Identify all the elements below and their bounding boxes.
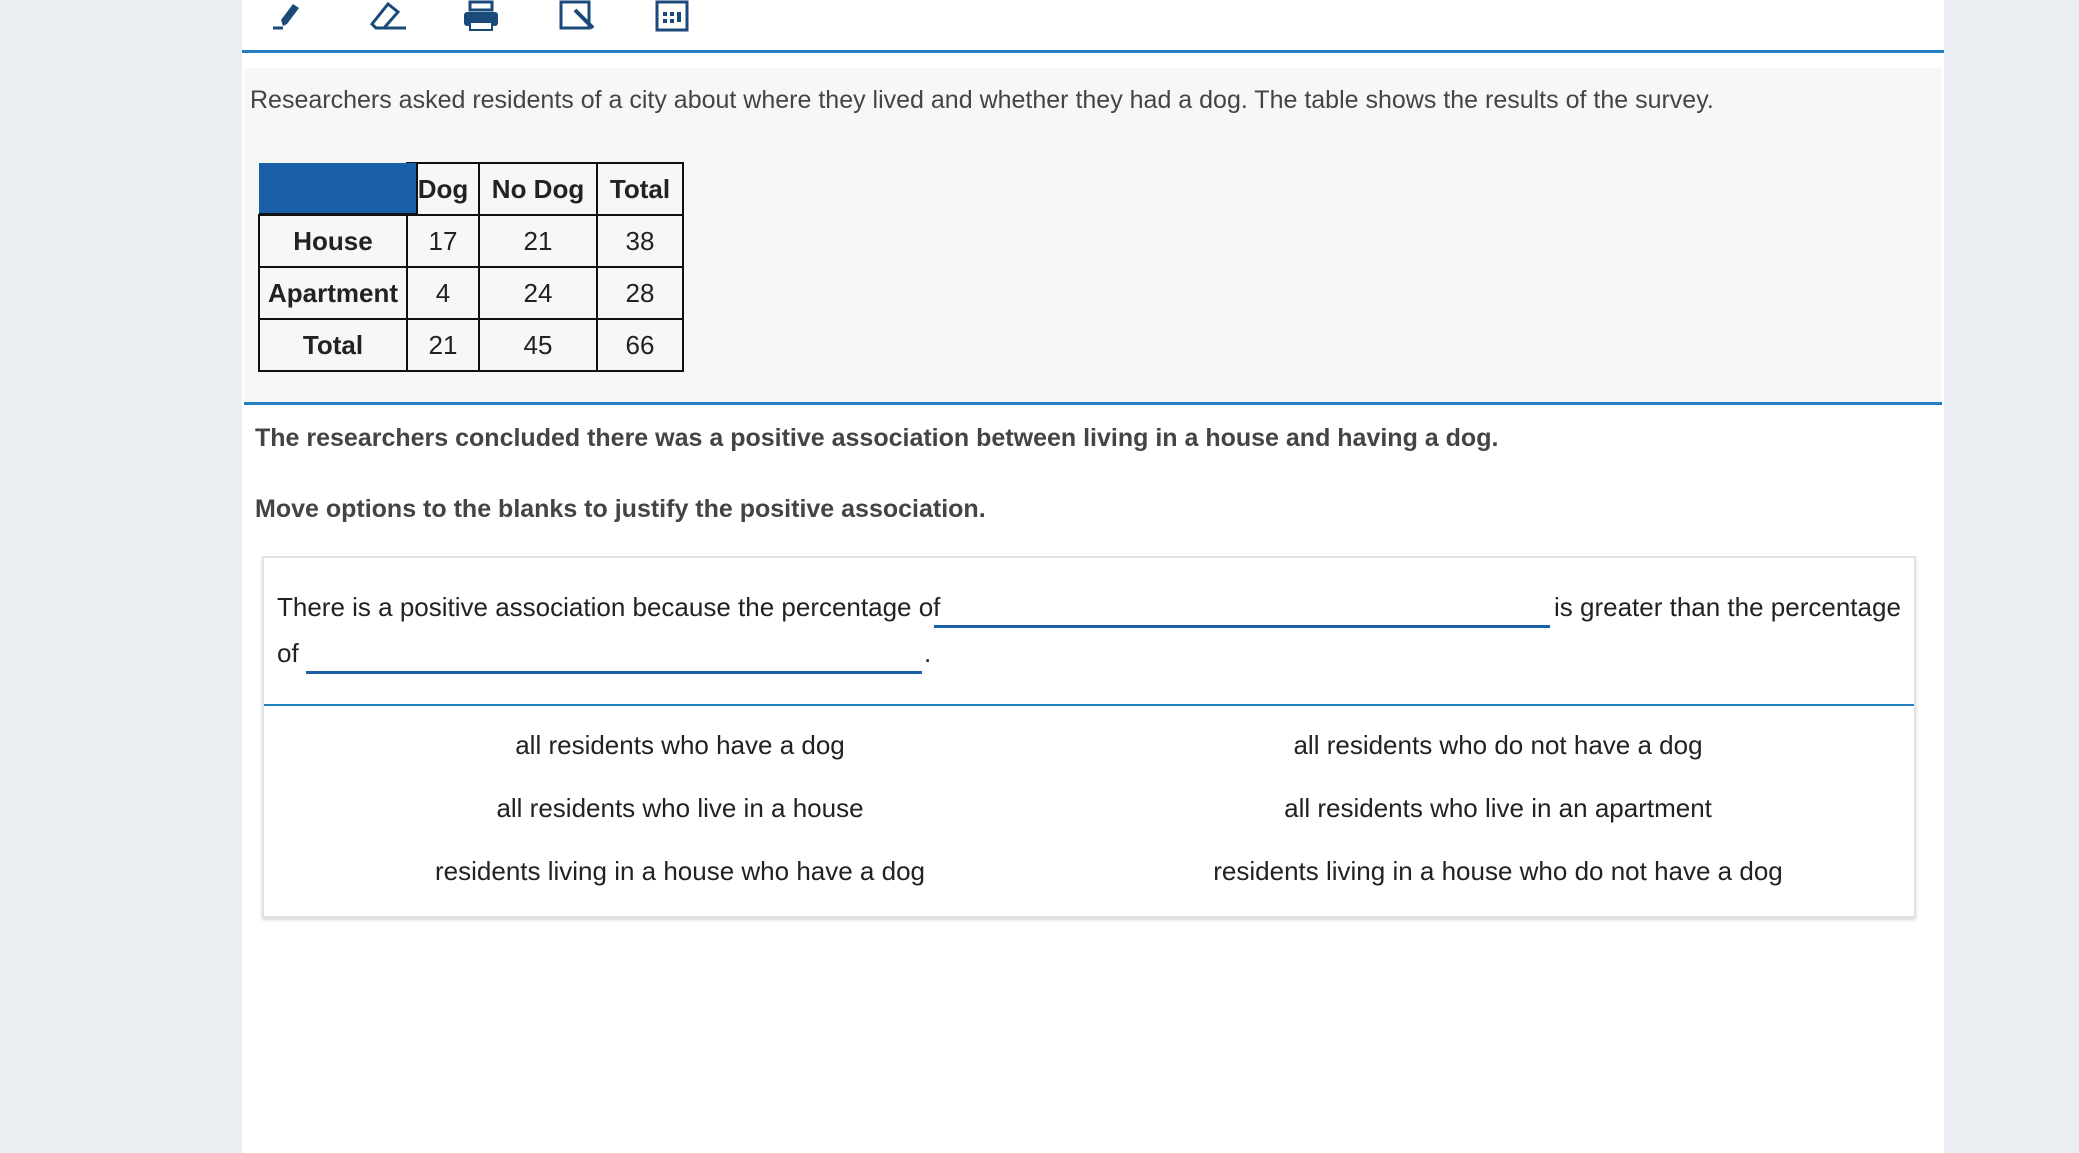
table-cell: 21 xyxy=(479,215,597,267)
toolbar xyxy=(242,0,1944,53)
calculator-tool[interactable] xyxy=(646,0,698,32)
calculator-icon xyxy=(647,0,697,32)
sentence-part: . xyxy=(924,638,932,668)
drag-option[interactable]: all residents who have a dog xyxy=(515,730,845,760)
table-row-label: Total xyxy=(259,319,407,371)
table-cell: 38 xyxy=(597,215,683,267)
stimulus-text: Researchers asked residents of a city about where they lived and whether they had a dog. The table shows the results of the survey. xyxy=(250,86,1714,114)
table-row xyxy=(259,267,683,319)
table-corner-cell xyxy=(259,163,418,215)
table-cell: 21 xyxy=(407,319,479,371)
sentence-part: There is a positive association because the percentage of xyxy=(277,592,941,622)
notepad-tool[interactable] xyxy=(552,0,604,32)
table-cell: 28 xyxy=(597,267,683,319)
notepad-icon xyxy=(553,0,603,32)
drag-option[interactable]: all residents who do not have a dog xyxy=(1293,730,1703,760)
drag-option[interactable]: all residents who live in an apartment xyxy=(1284,793,1712,823)
table-header-cell: Dog xyxy=(407,163,479,215)
drag-option[interactable]: residents living in a house who have a dog xyxy=(435,856,925,886)
sentence-area xyxy=(264,558,1914,706)
print-tool[interactable] xyxy=(455,0,507,32)
print-icon xyxy=(456,0,506,32)
table-cell: 4 xyxy=(407,267,479,319)
drop-blank-1[interactable] xyxy=(934,625,1550,628)
table-cell: 17 xyxy=(407,215,479,267)
table-row-label: House xyxy=(259,215,407,267)
drag-drop-item xyxy=(262,556,1916,918)
drag-option[interactable]: residents living in a house who do not have a dog xyxy=(1213,856,1783,886)
highlighter-icon xyxy=(263,0,313,32)
drag-option[interactable]: all residents who live in a house xyxy=(496,793,864,823)
table-cell: 45 xyxy=(479,319,597,371)
table-row xyxy=(259,215,683,267)
drop-blank-2[interactable] xyxy=(306,671,922,674)
table-header-row xyxy=(259,163,683,215)
sentence-part: of xyxy=(277,638,299,668)
table-row-label: Apartment xyxy=(259,267,407,319)
sentence-part: is greater than the percentage xyxy=(1554,592,1901,622)
table-row xyxy=(259,319,683,371)
table-cell: 66 xyxy=(597,319,683,371)
question-instruction: Move options to the blanks to justify the positive association. xyxy=(255,495,986,523)
table-cell: 24 xyxy=(479,267,597,319)
highlighter-tool[interactable] xyxy=(262,0,314,32)
table-header-cell: Total xyxy=(597,163,683,215)
question-statement: The researchers concluded there was a positive association between living in a house and having a dog. xyxy=(255,424,1499,452)
stimulus-passage xyxy=(244,68,1942,405)
eraser-icon xyxy=(360,0,410,32)
table-header-cell: No Dog xyxy=(479,163,597,215)
survey-table xyxy=(258,162,684,372)
eraser-tool[interactable] xyxy=(359,0,411,32)
